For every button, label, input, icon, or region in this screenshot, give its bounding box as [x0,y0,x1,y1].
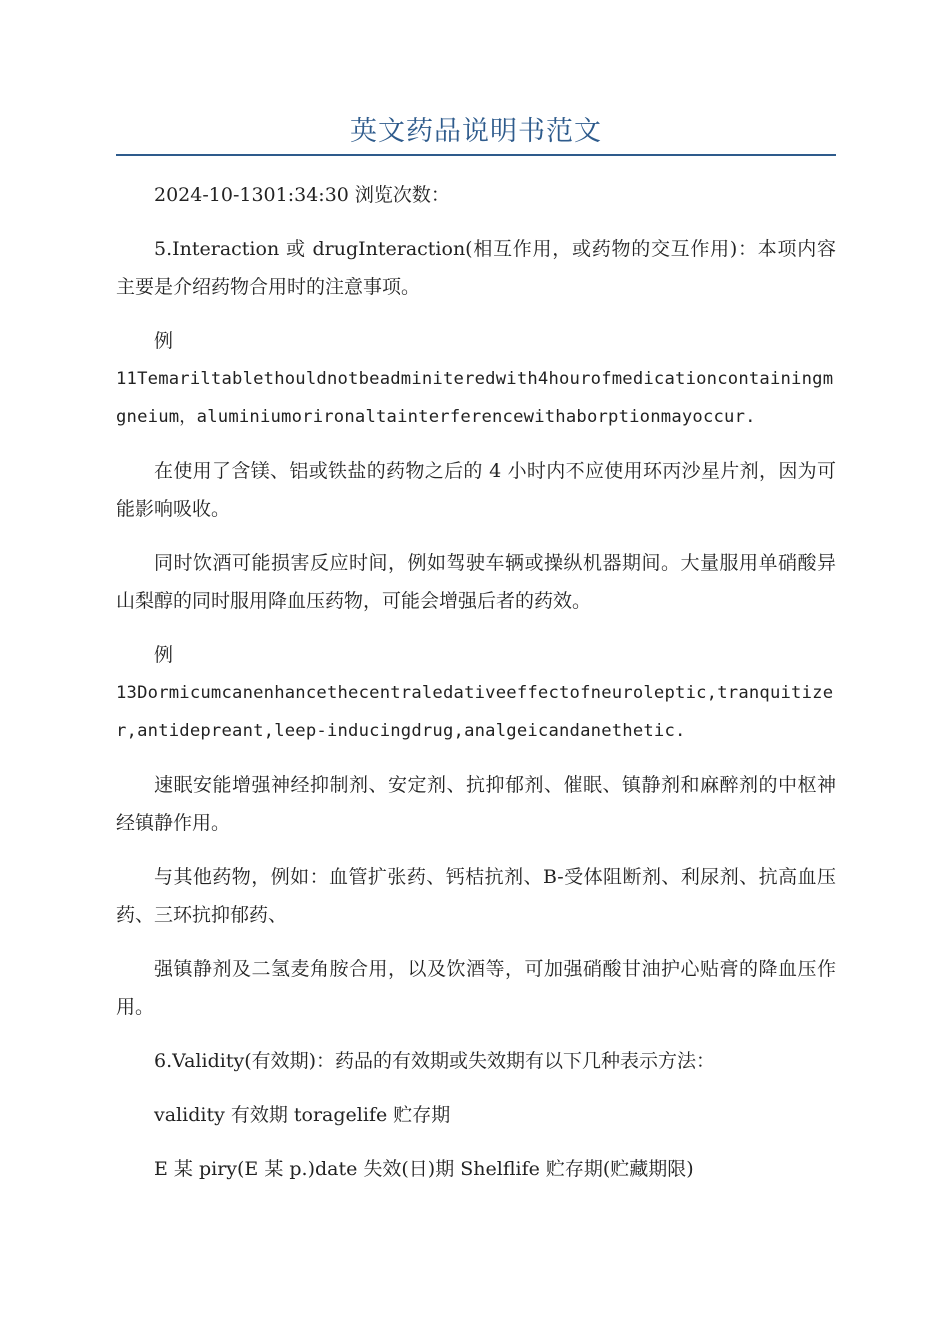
paragraph-other-drugs: 与其他药物，例如：血管扩张药、钙桔抗剂、B-受体阻断剂、利尿剂、抗高血压药、三环抗抑郁药、 [116,866,836,926]
validity-terms-1: validity 有效期 toragelife 贮存期 [154,1104,451,1126]
document-page [116,0,836,1188]
paragraph-sedatives: 强镇静剂及二氢麦角胺合用，以及饮酒等，可加强硝酸甘油护心贴膏的降血压作用。 [116,958,836,1018]
example-11-english: 11Temariltablethouldnotbeadminiteredwith4hourofmedicationcontainingmgneium，aluminiumorironaltainterferencewithaborptionmayoccur. [116,369,834,427]
title-underline [116,154,836,156]
example-label-11: 例 [154,330,174,352]
document-meta: 2024-10-1301:34:30 浏览次数： [154,184,450,206]
paragraph-interaction: 5.Interaction 或 drugInteraction(相互作用，或药物的交互作用)：本项内容主要是介绍药物合用时的注意事项。 [116,238,836,298]
example-label-13: 例 [154,644,174,666]
paragraph-alcohol-warning: 同时饮酒可能损害反应时间，例如驾驶车辆或操纵机器期间。大量服用单硝酸异山梨醇的同时服用降血压药物，可能会增强后者的药效。 [116,552,836,612]
paragraph-validity: 6.Validity(有效期)：药品的有效期或失效期有以下几种表示方法： [154,1050,716,1072]
document-title: 英文药品说明书范文 [350,116,602,147]
validity-terms-2: E 某 piry(E 某 p.)date 失效(日)期 Shelflife 贮存期(贮藏期限) [154,1158,694,1180]
example-13-english: 13Dormicumcanenhancethecentraledativeeffectofneuroleptic,tranquitizer,antidepreant,leep-inducingdrug,analgeicandanethetic. [116,683,834,741]
example-11-translation: 在使用了含镁、铝或铁盐的药物之后的 4 小时内不应使用环丙沙星片剂，因为可能影响吸收。 [116,460,836,520]
example-13-translation: 速眠安能增强神经抑制剂、安定剂、抗抑郁剂、催眠、镇静剂和麻醉剂的中枢神经镇静作用。 [116,774,836,834]
